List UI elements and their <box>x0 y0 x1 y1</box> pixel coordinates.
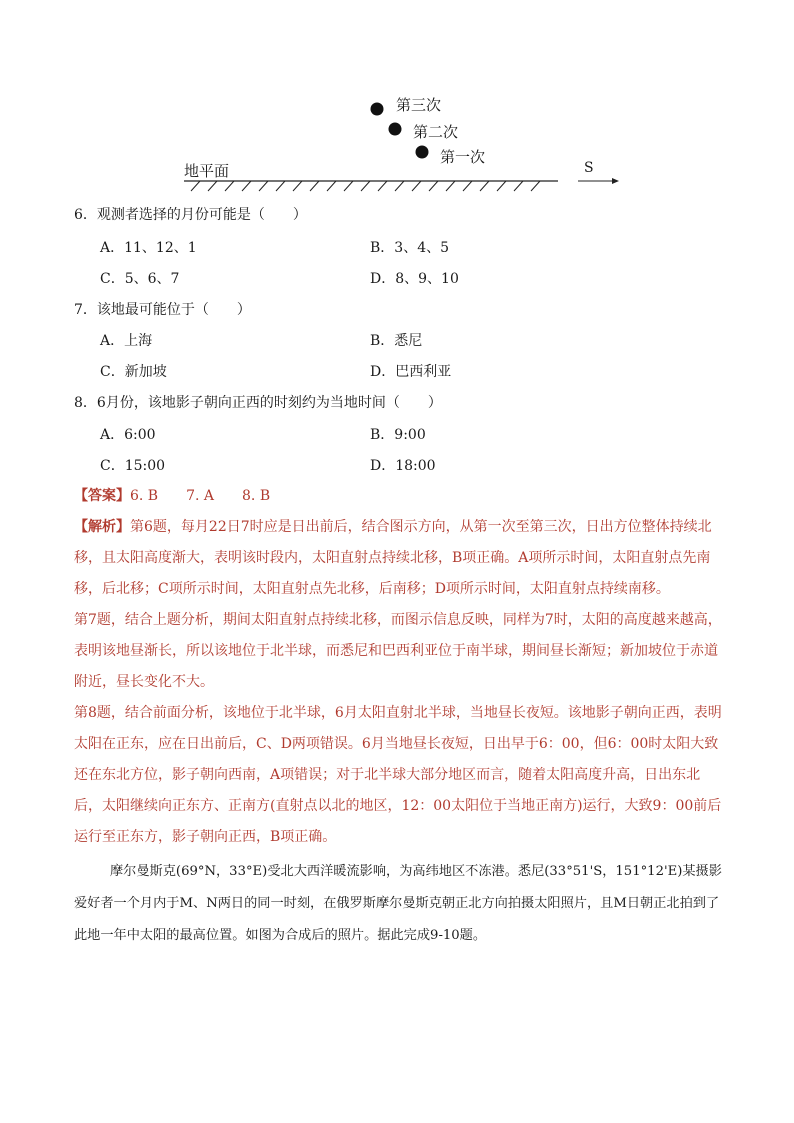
hatch-mark <box>378 181 387 191</box>
hatch-mark <box>225 181 234 191</box>
intro-paragraph-9-10: 摩尔曼斯克(69°N，33°E)受北大西洋暖流影响，为高纬地区不冻港。悉尼(33°51'S，151°12'E)某摄影爱好者一个月内于M、N两日的同一时刻，在俄罗斯摩尔曼斯克朝正北方向拍摄太阳照片，且M日朝正北拍到了此地一年中太阳的最高位置。如图为合成后的照片。据此完成9-10题。 <box>74 864 722 943</box>
q8-option-d[interactable]: D．18:00 <box>370 458 436 474</box>
q6-option-c[interactable]: C．5、6、7 <box>100 271 180 287</box>
label-first: 第一次 <box>440 148 486 166</box>
hatch-mark <box>497 181 506 191</box>
hatch-mark <box>276 181 285 191</box>
hatch-mark <box>327 181 336 191</box>
q6-option-a[interactable]: A．11、12、1 <box>100 240 197 256</box>
sun-dot-second <box>389 123 402 136</box>
hatch-mark <box>395 181 404 191</box>
hatch-mark <box>463 181 472 191</box>
hatch-mark <box>242 181 251 191</box>
hatch-mark <box>480 181 489 191</box>
hatch-mark <box>310 181 319 191</box>
label-ground: 地平面 <box>184 162 230 180</box>
hatch-mark <box>446 181 455 191</box>
q8-option-b[interactable]: B．9:00 <box>370 427 426 443</box>
q7-option-d[interactable]: D．巴西利亚 <box>370 364 452 380</box>
analysis-label: 【解析】 <box>74 519 130 535</box>
analysis-paragraph-3: 第8题，结合前面分析，该地位于北半球，6月太阳直射北半球，当地昼长夜短。该地影子朝向正西，表明太阳在正东，应在日出前后，C、D两项错误。6月当地昼长夜短，日出早于6：00，但6：00时太阳大致还在东北方位，影子朝向西南，A项错误；对于北半球大部分地区而言，随着太阳高度升高，日出东北后，太阳继续向正东方、正南方(直射点以北的地区，12：00太阳位于当地正南方)运行，大致9：00前后运行至正东方，影子朝向正西，B项正确。 <box>74 705 722 845</box>
q7-option-b[interactable]: B．悉尼 <box>370 333 423 349</box>
q6-option-d[interactable]: D．8、9、10 <box>370 271 459 287</box>
sun-dot-first <box>416 146 429 159</box>
analysis-text-1: 第6题，每月22日7时应是日出前后，结合图示方向，从第一次至第三次，日出方位整体持续北移，且太阳高度渐大，表明该时段内，太阳直射点持续北移，B项正确。A项所示时间，太阳直射点先南移，后北移；C项所示时间，太阳直射点先北移，后南移；D项所示时间，太阳直射点持续南移。 <box>74 519 712 597</box>
q7-option-c[interactable]: C．新加坡 <box>100 364 167 380</box>
q8-option-a[interactable]: A．6:00 <box>100 427 156 443</box>
hatch-mark <box>344 181 353 191</box>
hatch-mark <box>293 181 302 191</box>
hatch-mark <box>259 181 268 191</box>
hatch-mark <box>531 181 540 191</box>
answer-label: 【答案】 <box>74 488 130 504</box>
hatch-mark <box>361 181 370 191</box>
label-second: 第二次 <box>413 123 459 141</box>
question-6-stem: 6．观测者选择的月份可能是（ ） <box>74 207 307 223</box>
answer-line <box>74 481 724 512</box>
q7-option-a[interactable]: A．上海 <box>100 333 153 349</box>
question-7-stem: 7．该地最可能位于（ ） <box>74 302 251 318</box>
q6-option-b[interactable]: B．3、4、5 <box>370 240 450 256</box>
label-south: S <box>584 160 594 176</box>
analysis-paragraph-2: 第7题，结合上题分析，期间太阳直射点持续北移，而图示信息反映，同样为7时，太阳的高度越来越高，表明该地昼渐长，所以该地位于北半球，而悉尼和巴西利亚位于南半球，期间昼长渐短；新加坡位于赤道附近，昼长变化不大。 <box>74 612 722 690</box>
answer-text: 6. B 7. A 8. B <box>130 488 271 504</box>
label-third: 第三次 <box>396 96 442 114</box>
hatch-mark <box>208 181 217 191</box>
question-8-stem: 8．6月份，该地影子朝向正西的时刻约为当地时间（ ） <box>74 395 442 411</box>
hatch-mark <box>429 181 438 191</box>
sun-position-diagram <box>170 92 630 192</box>
q8-option-c[interactable]: C．15:00 <box>100 458 166 474</box>
ground-hatching <box>191 181 540 191</box>
hatch-mark <box>191 181 200 191</box>
hatch-mark <box>514 181 523 191</box>
analysis-paragraph-1 <box>74 512 724 605</box>
hatch-mark <box>412 181 421 191</box>
south-arrow-head <box>612 178 619 184</box>
sun-dot-third <box>371 103 384 116</box>
